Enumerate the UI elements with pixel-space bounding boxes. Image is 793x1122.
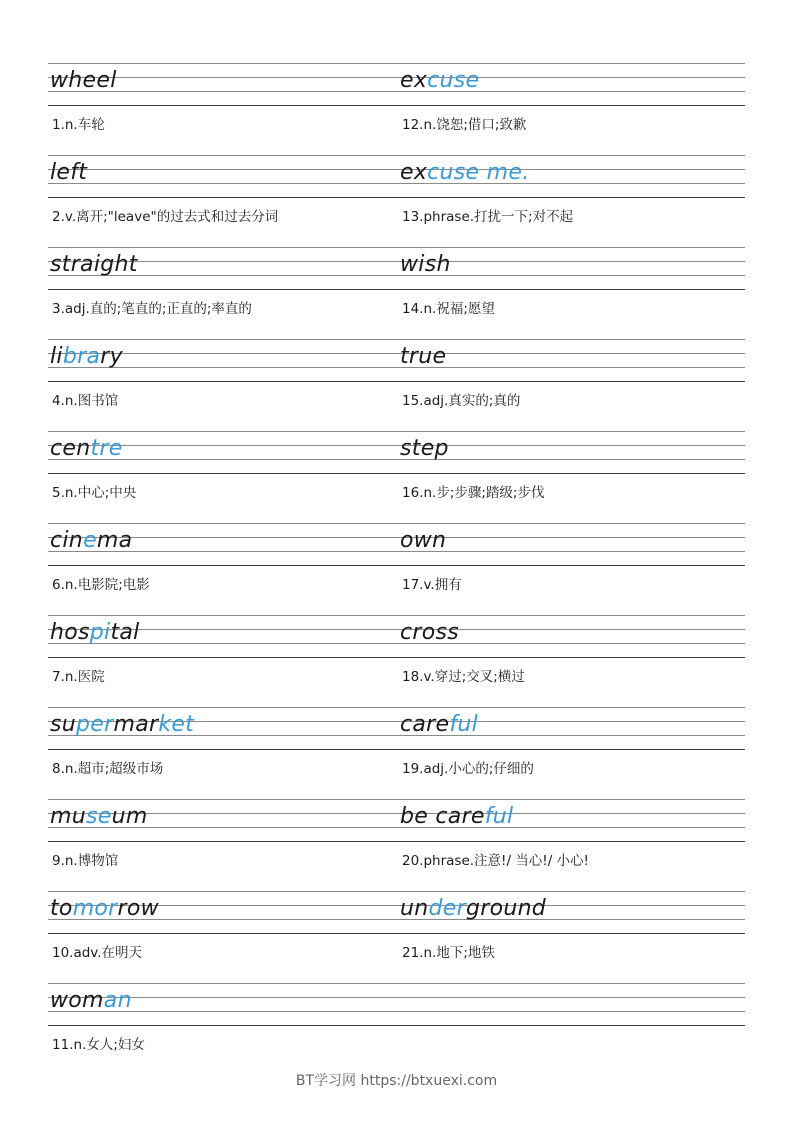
- vocab-word: [50, 68, 117, 94]
- vocab-entry-left: [50, 247, 390, 339]
- highlighted-syllable: cuse me.: [427, 160, 530, 185]
- highlighted-syllable: tre: [90, 436, 123, 461]
- vocab-definition: 2.v.离开;"leave"的过去式和过去分词: [52, 209, 279, 225]
- syllable: cross: [400, 620, 460, 645]
- vocab-row: [48, 63, 745, 155]
- vocab-definition: 20.phrase.注意!/ 当心!/ 小心!: [402, 853, 589, 869]
- vocab-row: [48, 707, 745, 799]
- syllable: be care: [400, 804, 485, 829]
- highlighted-syllable: ket: [158, 712, 195, 737]
- syllable: su: [50, 712, 77, 737]
- vocab-definition: 15.adj.真实的;真的: [402, 393, 521, 409]
- vocab-word: [50, 896, 159, 922]
- vocab-definition: 17.v.拥有: [402, 577, 462, 593]
- vocab-word: [50, 712, 194, 738]
- vocab-word: [400, 252, 451, 278]
- vocab-definition: 4.n.图书馆: [52, 393, 119, 409]
- highlighted-syllable: cuse: [427, 68, 480, 93]
- vocab-word: [400, 804, 513, 830]
- vocab-word: [50, 804, 148, 830]
- vocab-entry-left: [50, 339, 390, 431]
- syllable: li: [50, 344, 63, 369]
- vocab-entry-right: [400, 707, 740, 799]
- vocab-entry-right: [400, 339, 740, 431]
- vocab-word: [400, 528, 446, 554]
- syllable: straight: [50, 252, 138, 277]
- vocab-word: [50, 436, 123, 462]
- vocab-definition: 12.n.饶恕;借口;致歉: [402, 117, 527, 133]
- vocab-entry-right: [400, 431, 740, 523]
- vocab-row: [48, 891, 745, 983]
- vocab-definition: 10.adv.在明天: [52, 945, 143, 961]
- highlighted-syllable: der: [428, 896, 466, 921]
- vocab-word: [400, 712, 478, 738]
- vocab-word: [400, 436, 449, 462]
- vocab-word: [400, 68, 479, 94]
- vocab-definition: 11.n.女人;妇女: [52, 1037, 145, 1053]
- syllable: ry: [100, 344, 123, 369]
- syllable: step: [400, 436, 449, 461]
- vocab-definition: 16.n.步;步骤;踏级;步伐: [402, 485, 545, 501]
- highlighted-syllable: se: [85, 804, 112, 829]
- syllable: ex: [400, 160, 428, 185]
- vocab-word: [50, 344, 123, 370]
- vocab-row: [48, 799, 745, 891]
- vocab-word: [400, 620, 459, 646]
- footer-watermark: BT学习网 https://btxuexi.com: [295, 1073, 498, 1089]
- vocab-entry-left: [50, 707, 390, 799]
- syllable: mu: [50, 804, 86, 829]
- vocab-row: [48, 983, 745, 1075]
- syllable: mar: [113, 712, 159, 737]
- vocab-definition: 8.n.超市;超级市场: [52, 761, 164, 777]
- vocab-definition: 13.phrase.打扰一下;对不起: [402, 209, 574, 225]
- vocab-row: [48, 523, 745, 615]
- syllable: hos: [50, 620, 90, 645]
- vocab-definition: 14.n.祝福;愿望: [402, 301, 495, 317]
- vocab-word: [50, 252, 138, 278]
- syllable: tal: [110, 620, 140, 645]
- vocab-word: [400, 344, 446, 370]
- syllable: un: [400, 896, 429, 921]
- syllable: wheel: [50, 68, 117, 93]
- syllable: ground: [465, 896, 547, 921]
- vocab-definition: 7.n.医院: [52, 669, 105, 685]
- vocab-entry-right: [400, 615, 740, 707]
- highlighted-syllable: ful: [484, 804, 514, 829]
- vocab-definition: 9.n.博物馆: [52, 853, 119, 869]
- syllable: ex: [400, 68, 428, 93]
- vocab-word: [400, 160, 530, 186]
- syllable: wish: [400, 252, 451, 277]
- syllable: left: [50, 160, 88, 185]
- highlighted-syllable: pi: [89, 620, 111, 645]
- vocab-word: [50, 988, 132, 1014]
- syllable: cen: [50, 436, 91, 461]
- syllable: own: [400, 528, 447, 553]
- vocab-entry-left: [50, 615, 390, 707]
- syllable: cin: [50, 528, 84, 553]
- vocab-entry-right: [400, 523, 740, 615]
- vocab-entry-right: [400, 247, 740, 339]
- vocab-entry-left: [50, 523, 390, 615]
- vocab-entry-right: [400, 891, 740, 983]
- vocab-definition: 3.adj.直的;笔直的;正直的;率直的: [52, 301, 252, 317]
- vocab-row: [48, 155, 745, 247]
- vocab-definition: 21.n.地下;地铁: [402, 945, 495, 961]
- highlighted-syllable: e: [83, 528, 97, 553]
- vocab-definition: 5.n.中心;中央: [52, 485, 137, 501]
- vocab-word: [50, 528, 132, 554]
- syllable: row: [117, 896, 159, 921]
- vocab-entry-left: [50, 891, 390, 983]
- vocab-entry-right: [400, 799, 740, 891]
- vocab-row: [48, 247, 745, 339]
- vocab-row: [48, 431, 745, 523]
- vocab-entry-right: [400, 63, 740, 155]
- syllable: ma: [96, 528, 133, 553]
- highlighted-syllable: an: [103, 988, 132, 1013]
- vocab-word: [400, 896, 546, 922]
- syllable: to: [50, 896, 73, 921]
- vocab-word: [50, 620, 140, 646]
- vocab-entry-left: [50, 155, 390, 247]
- highlighted-syllable: mor: [72, 896, 118, 921]
- vocab-entry-left: [50, 983, 390, 1075]
- highlighted-syllable: per: [76, 712, 114, 737]
- vocab-definition: 6.n.电影院;电影: [52, 577, 150, 593]
- vocab-word: [50, 160, 87, 186]
- vocab-definition: 18.v.穿过;交叉;横过: [402, 669, 525, 685]
- highlighted-syllable: bra: [62, 344, 101, 369]
- syllable: care: [400, 712, 450, 737]
- vocab-entry-left: [50, 63, 390, 155]
- vocab-entry-left: [50, 799, 390, 891]
- vocab-row: [48, 339, 745, 431]
- vocab-entry-right: [400, 155, 740, 247]
- syllable: true: [400, 344, 447, 369]
- vocab-definition: 19.adj.小心的;仔细的: [402, 761, 534, 777]
- syllable: wom: [50, 988, 104, 1013]
- vocab-entry-left: [50, 431, 390, 523]
- syllable: um: [111, 804, 148, 829]
- vocab-definition: 1.n.车轮: [52, 117, 105, 133]
- highlighted-syllable: ful: [449, 712, 479, 737]
- vocab-row: [48, 615, 745, 707]
